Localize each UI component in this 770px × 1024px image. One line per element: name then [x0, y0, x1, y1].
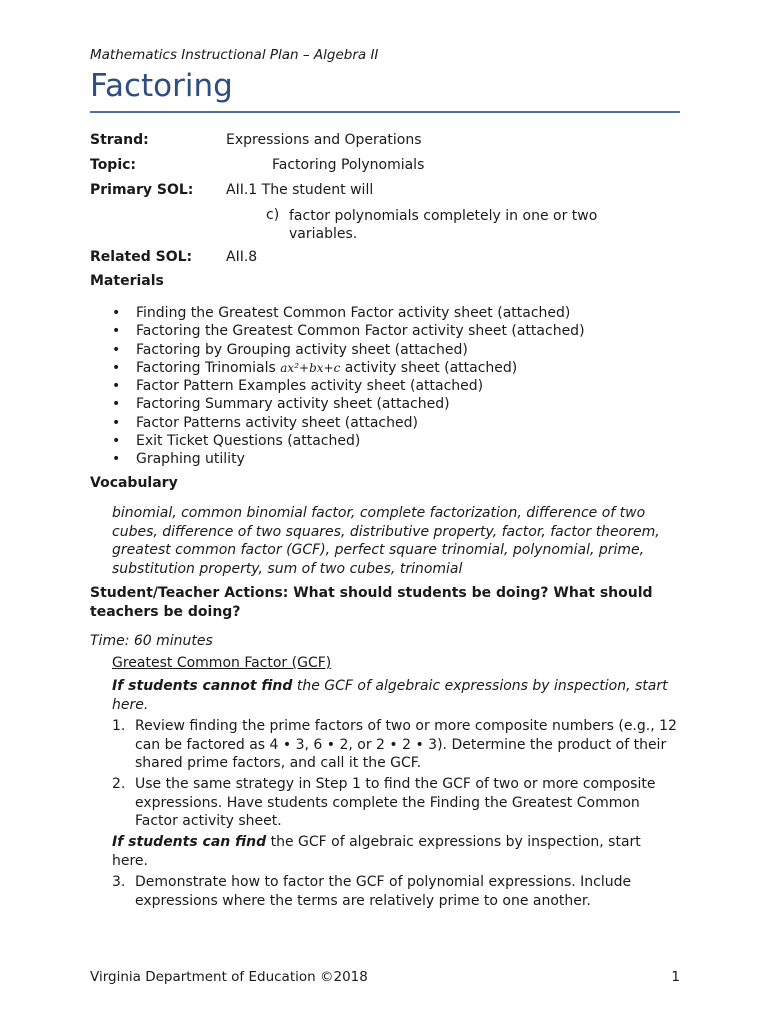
topic-row: [90, 157, 680, 182]
condition-can-find: If students can find the GCF of algebraic expressions by inspection, start here.: [112, 834, 641, 869]
vocabulary-text: binomial, common binomial factor, complete factorization, difference of two cubes, difference of two squares, distributive property, factor, factor theorem, greatest common factor (GCF), perfect square trinomial, polynomial, prime, substitution property, sum of two cubes, trinomial: [112, 505, 660, 577]
step-text: Demonstrate how to factor the GCF of polynomial expressions. Include expressions where the terms are relatively prime to one another.: [135, 874, 632, 909]
step-number: 2.: [112, 776, 126, 792]
primary-sol-label: Primary SOL:: [90, 182, 194, 198]
list-item: • Factoring Trinomials ax²+bx+c activity sheet (attached): [112, 359, 518, 376]
list-item: • Factoring by Grouping activity sheet (attached): [112, 341, 468, 358]
list-item: • Factoring Summary activity sheet (attached): [112, 396, 450, 413]
related-sol-value: AII.8: [226, 249, 258, 265]
actions-heading: Student/Teacher Actions: What should students be doing? What should teachers be doing?: [90, 585, 653, 620]
materials-heading: Materials: [90, 273, 164, 289]
trinomial-expression: ax²+bx+c: [280, 360, 341, 375]
list-item: • Finding the Greatest Common Factor activity sheet (attached): [112, 305, 571, 321]
step-text: Review finding the prime factors of two or more composite numbers (e.g., 12 can be factored as 4 • 3, 6 • 2, or 2 • 2 • 3). Determine the product of their shared prime factors, and call it the GCF.: [135, 718, 677, 771]
topic-label: Topic:: [90, 157, 137, 173]
strand-label: Strand:: [90, 132, 149, 148]
primary-sol-value: AII.1 The student will: [226, 182, 374, 198]
primary-sol-row: [90, 182, 680, 207]
step-text: Use the same strategy in Step 1 to find the GCF of two or more composite expressions. Have students complete the Finding the Greatest Common Factor activity sheet.: [135, 776, 656, 829]
bullet: •: [112, 414, 121, 431]
time-note: Time: 60 minutes: [90, 633, 213, 649]
bullet: •: [112, 433, 121, 450]
list-item: • Factor Pattern Examples activity sheet (attached): [112, 378, 484, 395]
bullet: •: [112, 359, 121, 376]
bullet: •: [112, 323, 121, 340]
bullet: •: [112, 305, 121, 321]
bullet: •: [112, 378, 121, 395]
topic-value: Factoring Polynomials: [272, 157, 425, 173]
bullet: •: [112, 341, 121, 358]
list-item: • Factoring the Greatest Common Factor activity sheet (attached): [112, 323, 585, 340]
step-number: 1.: [112, 718, 126, 734]
strand-row: [90, 132, 680, 157]
related-sol-row: [90, 249, 680, 274]
materials-list: [112, 304, 672, 469]
primary-sol-subitem: [90, 207, 680, 249]
running-header: Mathematics Instructional Plan – Algebra II: [90, 47, 379, 63]
gcf-subheading: Greatest Common Factor (GCF): [112, 655, 332, 671]
related-sol-label: Related SOL:: [90, 249, 193, 265]
bullet: •: [112, 451, 121, 468]
step-3: [112, 873, 677, 910]
strand-value: Expressions and Operations: [226, 132, 422, 148]
page-title: Factoring: [90, 68, 233, 104]
step-number: 3.: [112, 874, 126, 890]
condition-cannot-find: If students cannot find the GCF of algebraic expressions by inspection, start here.: [112, 678, 668, 713]
list-item: • Factor Patterns activity sheet (attached): [112, 414, 418, 431]
vocabulary-heading: Vocabulary: [90, 475, 178, 491]
sol-sub-text: factor polynomials completely in one or two variables.: [289, 208, 598, 242]
step-1: [112, 717, 677, 773]
document-page: [90, 0, 680, 1024]
bullet: •: [112, 396, 121, 413]
plan-metadata: [90, 132, 680, 274]
footer-copyright: Virginia Department of Education ©2018: [90, 969, 368, 985]
page-number: 1: [671, 969, 680, 985]
title-rule: [90, 111, 680, 113]
list-item: • Graphing utility: [112, 451, 245, 468]
sol-sub-letter: c): [266, 207, 280, 223]
step-2: [112, 775, 677, 831]
list-item: • Exit Ticket Questions (attached): [112, 433, 361, 450]
